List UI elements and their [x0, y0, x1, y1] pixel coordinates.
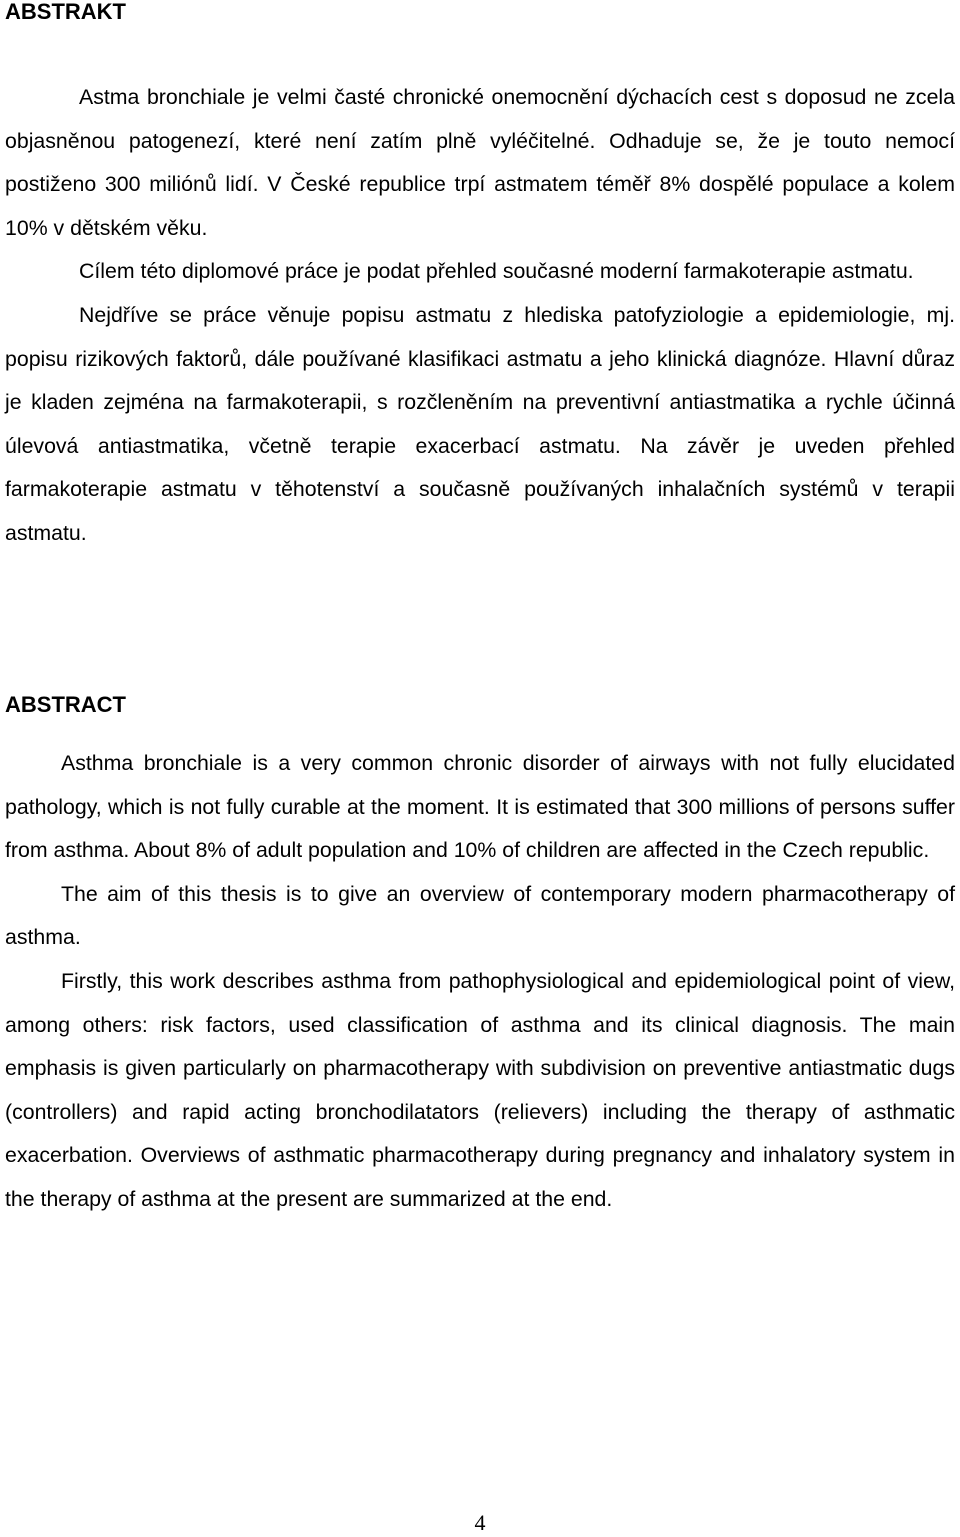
english-paragraph-1: Asthma bronchiale is a very common chronic disorder of airways with not fully elucidated pathology, which is not fully curable at the moment. It is estimated that 300 millions of persons suffer from asthma. About 8% of adult population and 10% of children are affected in the Czech republic.	[5, 751, 955, 863]
english-paragraph-2: The aim of this thesis is to give an overview of contemporary modern pharmacotherapy of asthma.	[5, 881, 955, 950]
page-number: 4	[474, 1510, 486, 1535]
czech-paragraph-3: Nejdříve se práce věnuje popisu astmatu z hlediska patofyziologie a epidemiologie, mj. popisu rizikových faktorů, dále používané klasifikaci astmatu a jeho klinická diagnóze. Hlavní důraz je kladen zejména na farmakoterapii, s rozčleněním na preventivní antiastmatika a rychle účinná úlevová antiastmatika, včetně terapie exacerbací astmatu. Na závěr je uveden přehled farmakoterapie astmatu v těhotenství a současně používaných inhalačních systémů v terapii astmatu.	[5, 302, 955, 545]
czech-paragraph-1: Astma bronchiale je velmi časté chronické onemocnění dýchacích cest s doposud ne zcela objasněnou patogenezí, které není zatím plně vyléčitelné. Odhaduje se, že je touto nemocí postiženo 300 miliónů lidí. V České republice trpí astmatem téměř 8% dospělé populace a kolem 10% v dětském věku.	[5, 85, 955, 240]
czech-paragraph-2: Cílem této diplomové práce je podat přehled současné moderní farmakoterapie astmatu.	[79, 259, 914, 284]
heading-abstrakt: ABSTRAKT	[5, 0, 126, 24]
heading-abstract: ABSTRACT	[5, 692, 126, 717]
czech-abstract-body	[5, 76, 955, 556]
english-abstract-body	[5, 742, 955, 1222]
english-paragraph-3: Firstly, this work describes asthma from pathophysiological and epidemiological point of view, among others: risk factors, used classification of asthma and its clinical diagnosis. The main emphasis is given particularly on pharmacotherapy with subdivision on preventive antiastmatic dugs (controllers) and rapid acting bronchodilatators (relievers) including the therapy of asthmatic exacerbation. Overviews of asthmatic pharmacotherapy during pregnancy and inhalatory system in the therapy of asthma at the present are summarized at the end.	[5, 968, 955, 1211]
